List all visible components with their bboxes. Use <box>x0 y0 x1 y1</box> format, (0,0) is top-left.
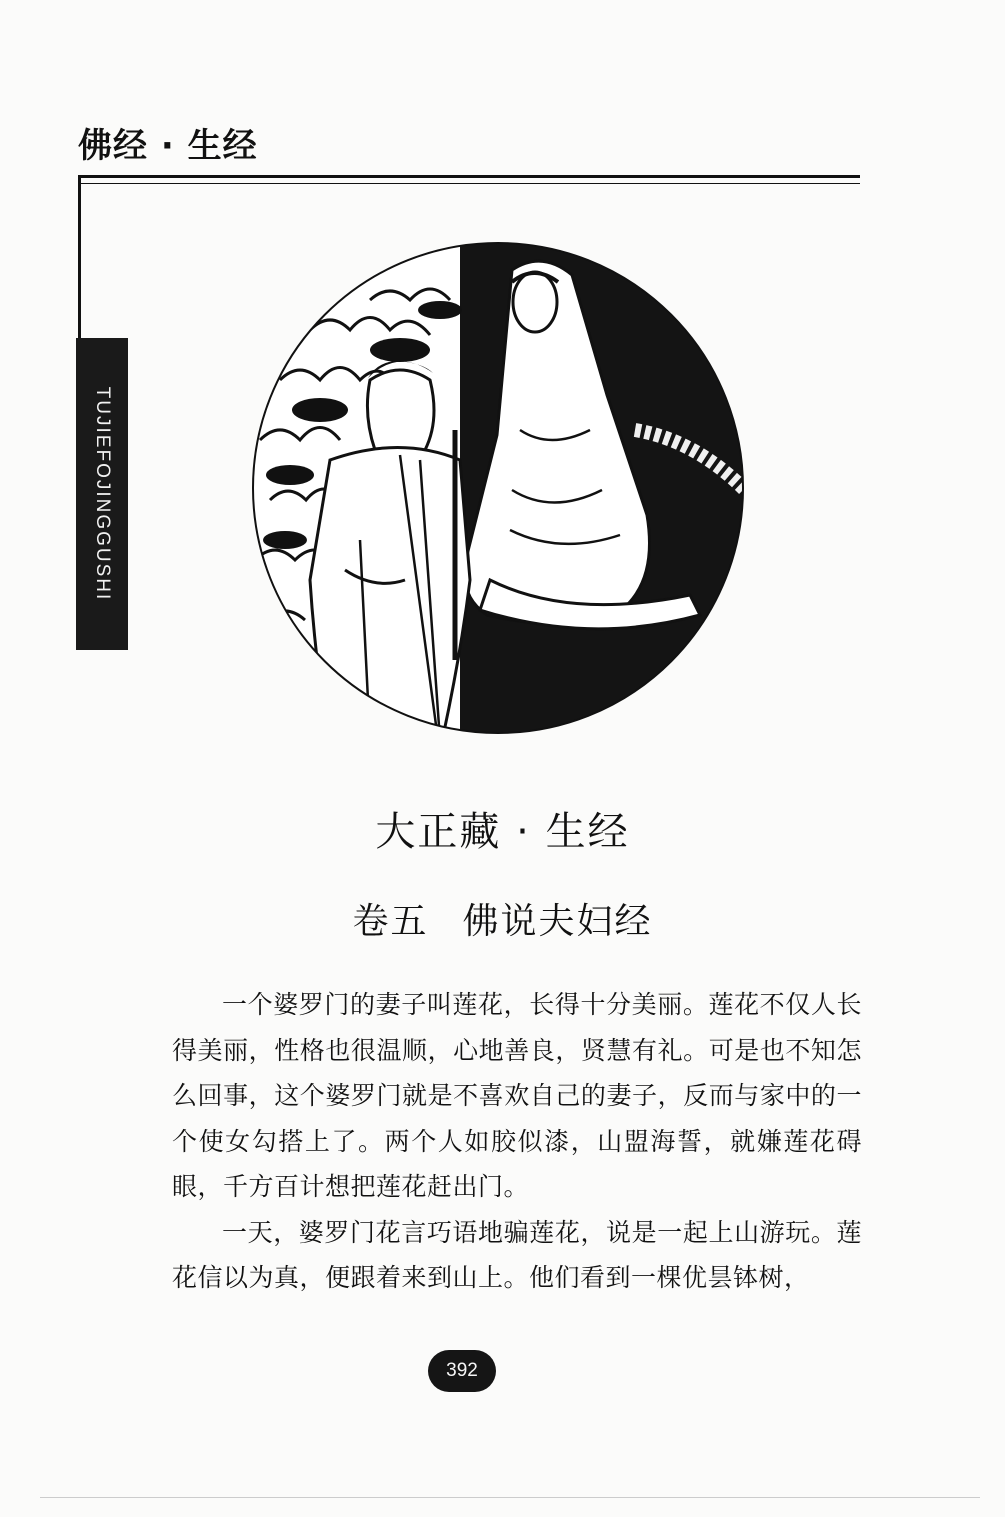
scan-edge-line <box>40 1497 980 1498</box>
running-header-title: 佛经 · 生经 <box>78 126 258 166</box>
chapter-title: 大正藏 · 生经 <box>375 809 630 855</box>
paragraph: 一天，婆罗门花言巧语地骗莲花，说是一起上山游玩。莲花信以为真，便跟着来到山上。他们看到一棵优昙钵树， <box>172 1217 862 1292</box>
side-tab-label: TUJIEFOJINGGUSHI <box>92 386 113 602</box>
header-rule-vertical <box>78 175 81 345</box>
circular-illustration <box>250 240 750 740</box>
subtitle-name: 佛说夫妇经 <box>462 901 653 942</box>
paragraph: 一个婆罗门的妻子叫莲花，长得十分美丽。莲花不仅人长得美丽，性格也很温顺，心地善良，贤慧有礼。可是也不知怎么回事，这个婆罗门就是不喜欢自己的妻子，反而与家中的一个使女勾搭上了。两个人如胶似漆，山盟海誓，就嫌莲花碍眼，千方百计想把莲花赶出门。 <box>172 990 862 1201</box>
chapter-subtitle <box>0 893 1005 944</box>
subtitle-volume: 卷五 <box>352 901 429 942</box>
header-rule-thin <box>78 183 860 184</box>
body-text <box>172 982 862 1301</box>
page-number: 392 <box>428 1350 496 1392</box>
header-rule-thick <box>78 175 860 178</box>
